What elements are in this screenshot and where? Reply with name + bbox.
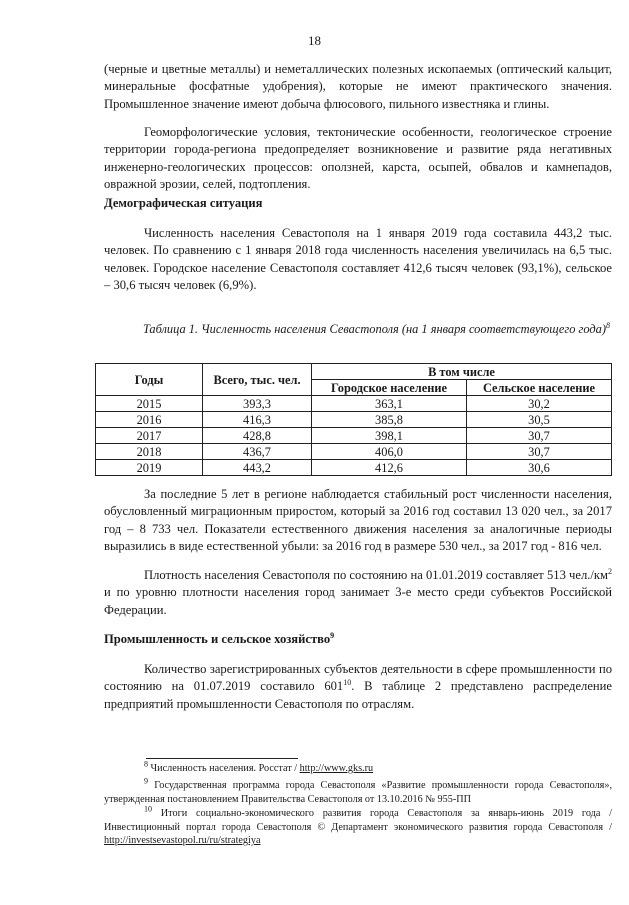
footnote-10-number: 10 [144, 804, 152, 814]
header-rural: Сельское население [467, 380, 612, 396]
cell-year: 2018 [96, 444, 203, 460]
table-row [96, 412, 612, 428]
cell-year: 2017 [96, 428, 203, 444]
page-number: 18 [308, 33, 321, 48]
population-table [95, 363, 612, 476]
header-urban: Городское население [312, 380, 467, 396]
header-total: Всего, тыс. чел. [203, 364, 312, 396]
cell-urban: 363,1 [312, 396, 467, 412]
cell-urban: 406,0 [312, 444, 467, 460]
table-caption [120, 321, 610, 337]
superscript-squared: 2 [608, 566, 612, 576]
cell-rural: 30,7 [467, 444, 612, 460]
cell-rural: 30,2 [467, 396, 612, 412]
footnote-ref-8: 8 [606, 320, 610, 330]
footnote-ref-10: 10 [343, 678, 352, 688]
paragraph-migration: За последние 5 лет в регионе наблюдается стабильный рост численности населения, обусловленный миграционным приростом, который за 2016 год составил 13 020 чел., за 2017 год – 8 733 чел. Показатели естественного движения населения за аналогичные периоды выразились в виде естественной убыли: за 2016 год в размере 530 чел., за 2017 год - 816 чел. [104, 487, 612, 554]
cell-rural: 30,6 [467, 460, 612, 476]
header-years: Годы [96, 364, 203, 396]
cell-total: 443,2 [203, 460, 312, 476]
header-including: В том числе [312, 364, 612, 380]
table-row [96, 396, 612, 412]
heading-industry [104, 632, 334, 647]
cell-urban: 398,1 [312, 428, 467, 444]
table-row [96, 444, 612, 460]
footnote-8-number: 8 [144, 759, 148, 769]
cell-year: 2016 [96, 412, 203, 428]
industry-text-start: Количество зарегистрированных субъектов деятельности в сфере промышленности по состоянию на 01.07.2019 составило 601 [104, 662, 612, 694]
cell-total: 416,3 [203, 412, 312, 428]
paragraph-minerals: (черные и цветные металлы) и неметаллических полезных ископаемых (оптический кальцит, минеральные фосфатные удобрения), которые не имеют практического значения. Промышленное значение имеют добыча флюсового, пильного известняка и глины. [104, 62, 612, 111]
footnote-separator [146, 758, 298, 759]
cell-total: 428,8 [203, 428, 312, 444]
heading-industry-text: Промышленность и сельское хозяйство [104, 632, 331, 646]
industry-text-end: . В таблице 2 представлено распределение предприятий промышленности Севастополя по отраслям. [104, 679, 613, 711]
heading-demography: Демографическая ситуация [104, 196, 263, 210]
footnote-8 [104, 759, 612, 776]
footnote-9 [104, 776, 612, 806]
footnote-10 [104, 804, 612, 848]
paragraph-population: Численность населения Севастополя на 1 января 2019 года составила 443,2 тыс. человек. По сравнению с 1 января 2018 года численность населения увеличилась на 6,5 тыс. человек. Городское население Севастополя составляет 412,6 тысяч человек (93,1%), сельское – 30,6 тысяч человек (6,9%). [104, 226, 612, 293]
cell-rural: 30,5 [467, 412, 612, 428]
cell-rural: 30,7 [467, 428, 612, 444]
table-row [96, 460, 612, 476]
cell-total: 393,3 [203, 396, 312, 412]
cell-year: 2019 [96, 460, 203, 476]
footnote-10-link[interactable]: http://investsevastopol.ru/ru/strategiya [104, 835, 261, 847]
footnote-8-link[interactable]: http://www.gks.ru [299, 763, 374, 774]
cell-year: 2015 [96, 396, 203, 412]
table-caption-text: Таблица 1. Численность населения Севастополя (на 1 января соответствующего года) [142, 322, 606, 336]
table-row [96, 428, 612, 444]
cell-total: 436,7 [203, 444, 312, 460]
density-text-end: и по уровню плотности населения город занимает 3-е место среди субъектов Российской Федерации. [104, 585, 612, 617]
cell-urban: 385,8 [312, 412, 467, 428]
footnote-ref-9: 9 [330, 630, 335, 640]
footnote-10-text: Итоги социально-экономического развития города Севастополя за январь-июнь 2019 года / Инвестиционный портал города Севастополя © Департамент экономического развития города Севастополя / [104, 808, 612, 833]
table-header-row [96, 364, 612, 380]
footnote-9-text: Государственная программа города Севастополя «Развитие промышленности города Севастополя», утвержденная постановлением Правительства Севастополя от 13.10.2016 № 955-ПП [104, 780, 612, 805]
cell-urban: 412,6 [312, 460, 467, 476]
footnote-8-text: Численность населения. Росстат / [148, 763, 300, 774]
paragraph-industry [104, 661, 612, 713]
footnote-9-number: 9 [144, 776, 148, 786]
density-text-start: Плотность населения Севастополя по состоянию на 01.01.2019 составляет 513 чел./км [144, 568, 608, 582]
paragraph-density [104, 567, 612, 619]
paragraph-geomorphology: Геоморфологические условия, тектонические особенности, геологическое строение территории города-региона предопределяет возникновение и развитие ряда негативных инженерно-геологических процессов: оползней, карста, осыпей, обвалов и камнепадов, овражной эрозии, селей, подтопления. [104, 125, 612, 192]
